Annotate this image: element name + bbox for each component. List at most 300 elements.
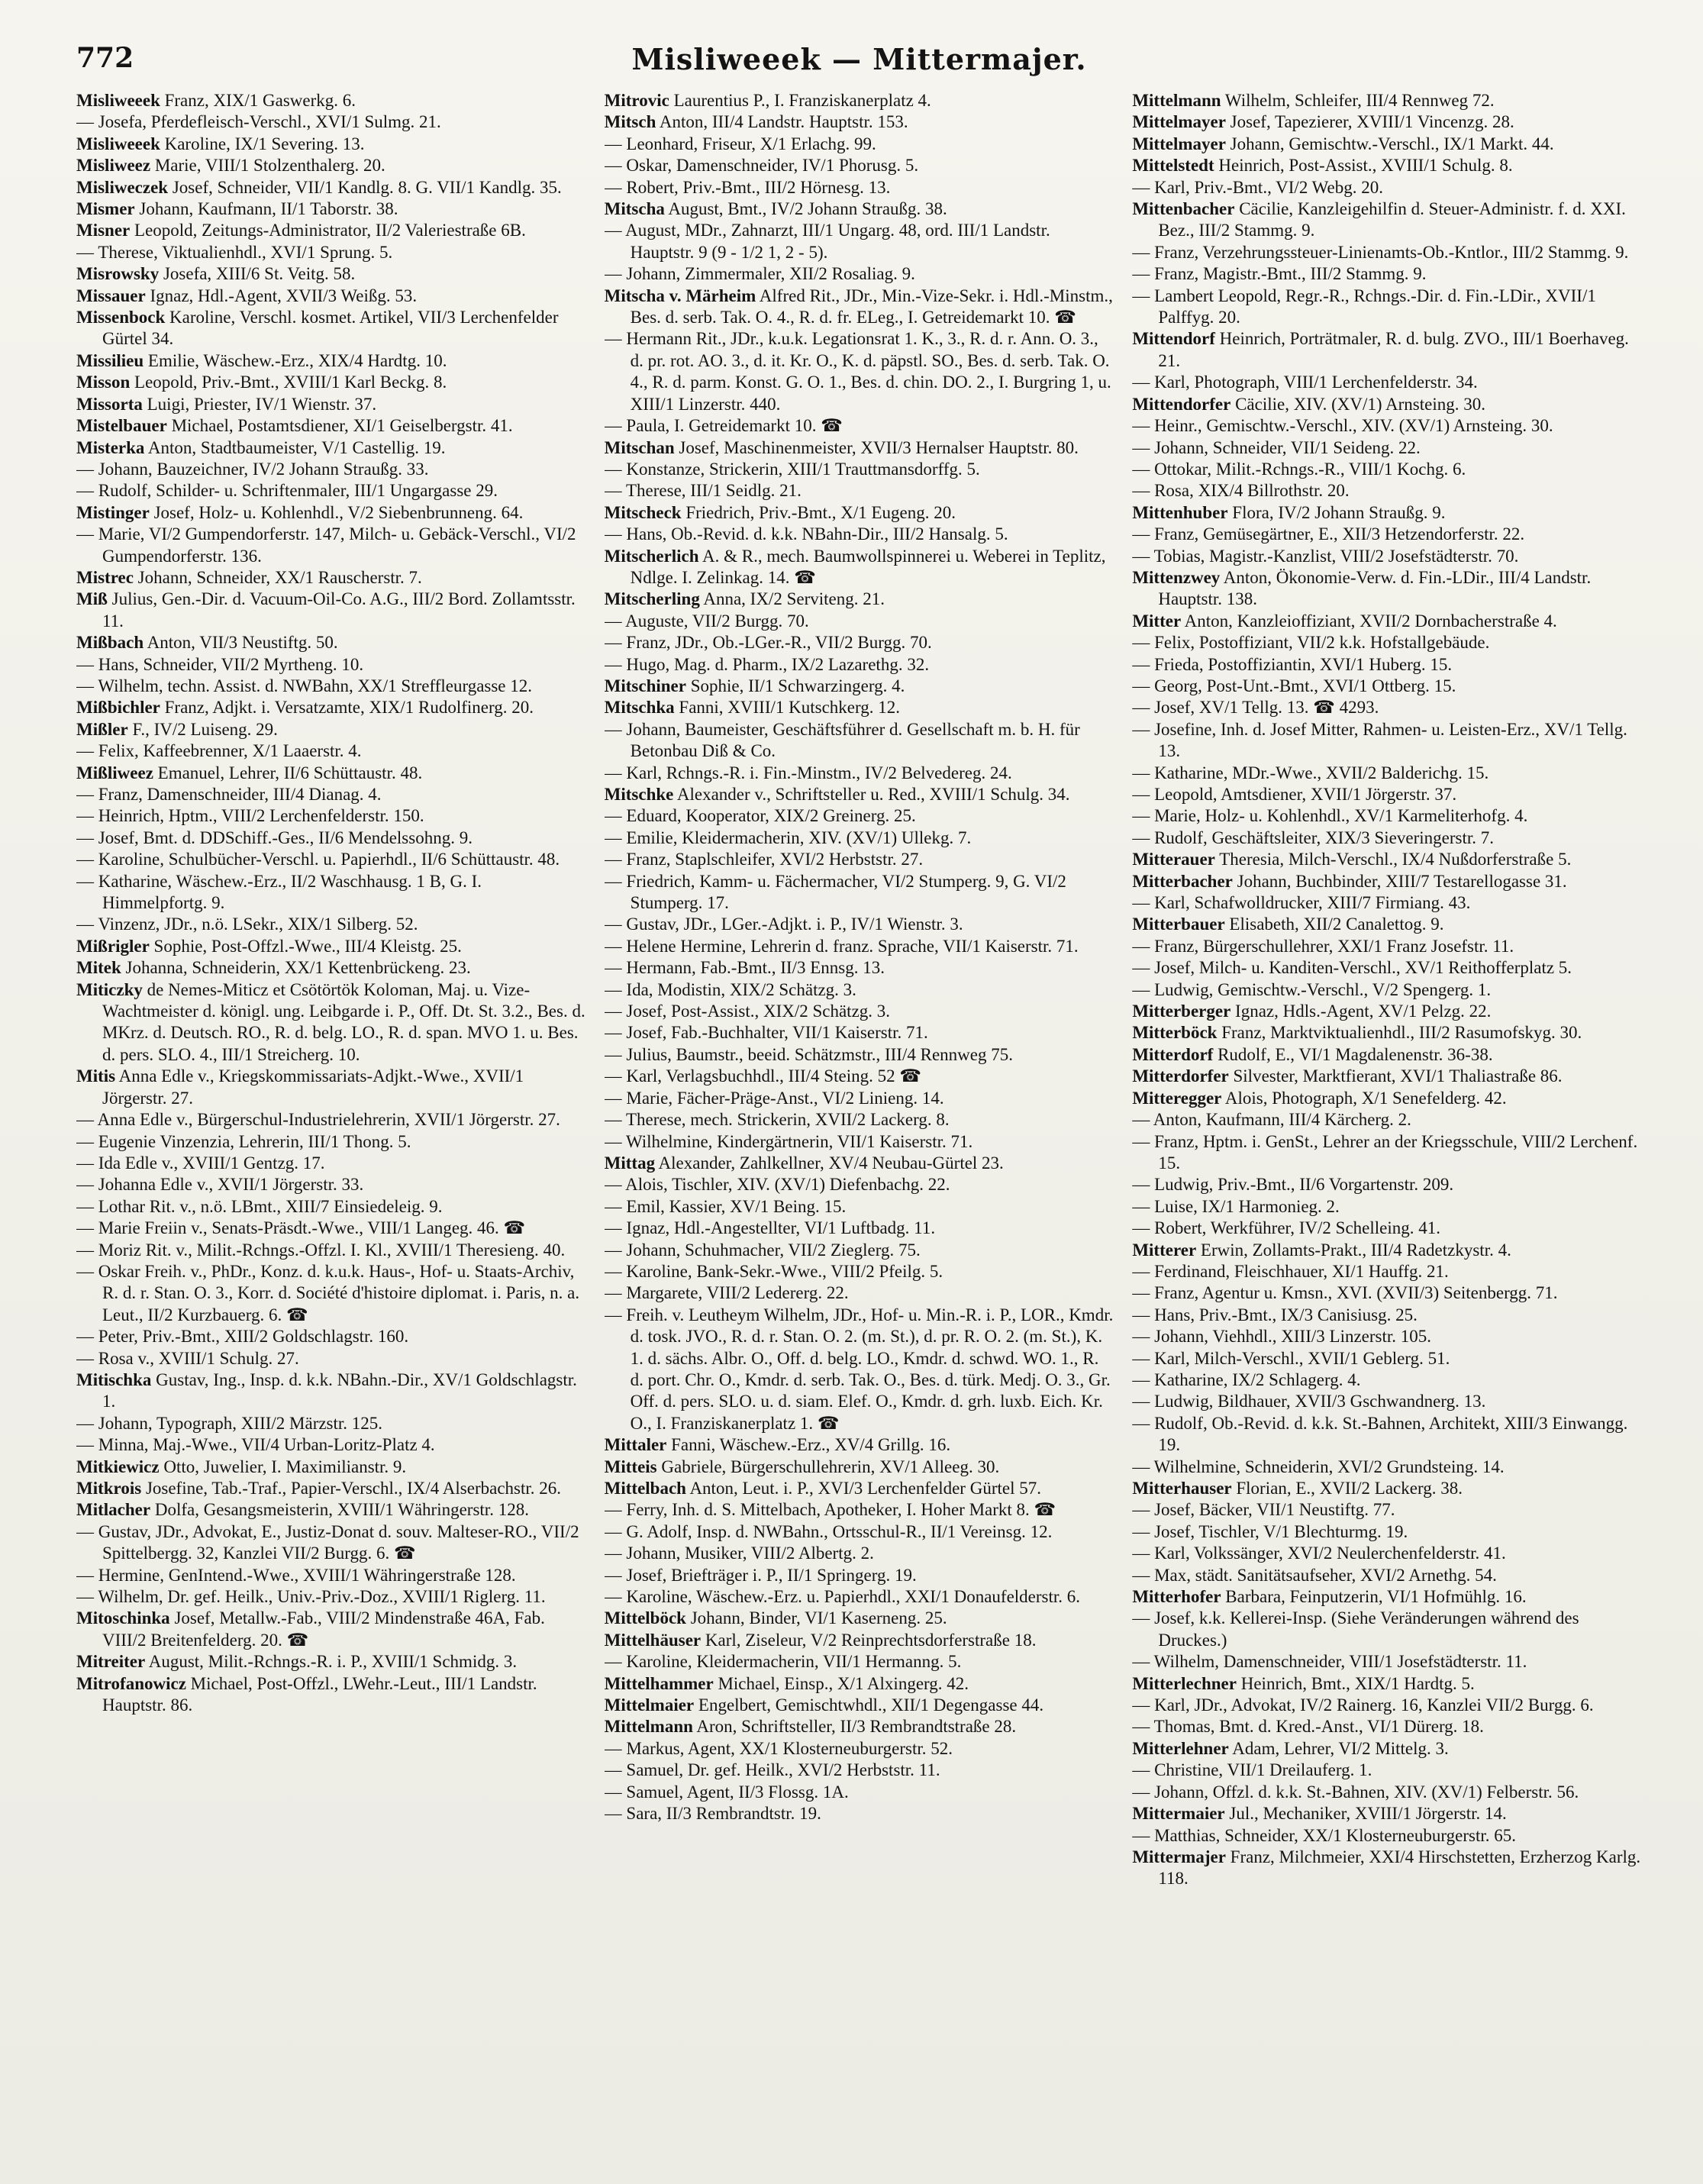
entry-text: — Luise, IX/1 Harmonieg. 2.: [1132, 1196, 1340, 1216]
entry-text: A. & R., mech. Baumwollspinnerei u. Weberei in Teplitz, Ndlge. I. Zelinkag. 14. ☎: [630, 546, 1106, 587]
directory-entry: [1132, 654, 1642, 676]
directory-entry: [605, 1608, 1114, 1629]
entry-surname: Mittenhuber: [1132, 502, 1228, 522]
directory-entry: [76, 177, 586, 198]
entry-surname: Mitterdorf: [1132, 1044, 1214, 1064]
entry-text: — Karl, Milch-Verschl., XVII/1 Geblerg. 51.: [1132, 1348, 1450, 1368]
directory-entry: [1132, 1391, 1642, 1412]
entry-surname: Mitter: [1132, 611, 1182, 631]
entry-text: Anton, Stadtbaumeister, V/1 Castellig. 19.: [144, 437, 446, 457]
entry-text: — Marie Freiin v., Senats-Präsdt.-Wwe., VIII/1 Langeg. 46. ☎: [76, 1218, 526, 1238]
directory-entry: [1132, 719, 1642, 763]
entry-text: — Franz, Hptm. i. GenSt., Lehrer an der Kriegsschule, VIII/2 Lerchenf. 15.: [1132, 1131, 1638, 1173]
directory-entry: [605, 936, 1114, 957]
entry-text: — Samuel, Agent, II/3 Flossg. 1A.: [604, 1782, 849, 1802]
entry-surname: Misner: [76, 221, 131, 240]
column-left: [76, 90, 586, 2169]
entry-text: Sophie, II/1 Schwarzingerg. 4.: [685, 676, 905, 695]
entry-text: — Josef, Milch- u. Kanditen-Verschl., XV/1 Reithofferplatz 5.: [1132, 958, 1572, 978]
directory-entry: [1132, 697, 1642, 718]
entry-text: — Ludwig, Bildhauer, XVII/3 Gschwandnerg. 13.: [1132, 1392, 1486, 1411]
entry-surname: Mittelböck: [604, 1608, 686, 1628]
directory-entry: [1132, 1825, 1642, 1847]
entry-text: — Anton, Kaufmann, III/4 Kärcherg. 2.: [1132, 1110, 1411, 1130]
directory-entry: [76, 1261, 586, 1326]
entry-text: — Ferdinand, Fleischhauer, XI/1 Hauffg. 21.: [1132, 1261, 1449, 1281]
entry-surname: Mittenbacher: [1132, 199, 1235, 219]
directory-entry: [605, 1716, 1114, 1737]
directory-entry: [605, 827, 1114, 849]
directory-entry: [605, 1022, 1114, 1044]
directory-entry: [605, 676, 1114, 697]
directory-entry: [76, 1326, 586, 1347]
directory-entry: [1132, 1543, 1642, 1564]
entry-text: — Freih. v. Leutheym Wilhelm, JDr., Hof- u. Min.-R. i. P., LOR., Kmdr. d. tosk. JVO., R. d. r. Stan. O. 2. (m. St.), d. pr. R. O. 2. (m. St.), K. 1. d. sächs. Albr. O., Off. d. belg. LO., Kmdr. d. schwd. WO. 1., R. d. port. Chr. O., Kmdr. d. serb. Tak. O., Bes. d. türk. Medj. O. 3., Gr. Off. d. pers. SLO. u. d. siam. Elef. O., Kmdr. d. grh. luxb. Eich. Kr. O., I. Franziskanerplatz 1. ☎: [604, 1305, 1114, 1433]
entry-text: Ignaz, Hdls.-Agent, XV/1 Pelzg. 22.: [1230, 1002, 1492, 1021]
directory-entry: [76, 1434, 586, 1456]
directory-entry: [76, 480, 586, 502]
directory-entry: [605, 524, 1114, 545]
directory-entry: [1132, 111, 1642, 133]
entry-text: Johann, Schneider, XX/1 Rauscherstr. 7.: [133, 567, 422, 587]
entry-text: — Tobias, Magistr.-Kanzlist, VIII/2 Josefstädterstr. 70.: [1132, 546, 1519, 566]
entry-text: Josef, Tapezierer, XVIII/1 Vincenzg. 28.: [1225, 112, 1514, 132]
directory-entry: [1132, 611, 1642, 632]
entry-text: Franz, Milchmeier, XXI/4 Hirschstetten, Erzherzog Karlg. 118.: [1158, 1847, 1641, 1889]
entry-text: — Heinr., Gemischtw.-Verschl., XIV. (XV/1) Arnsteing. 30.: [1132, 416, 1553, 436]
entry-surname: Misliweeek: [76, 91, 160, 110]
entry-text: — Minna, Maj.-Wwe., VII/4 Urban-Loritz-Platz 4.: [76, 1435, 435, 1455]
directory-entry: [1132, 1218, 1642, 1239]
column-right: [1132, 90, 1642, 2169]
entry-surname: Mitterberger: [1132, 1002, 1231, 1021]
directory-entry: [76, 849, 586, 870]
entry-text: Dolfa, Gesangsmeisterin, XVIII/1 Währingerstr. 128.: [150, 1500, 529, 1520]
entry-text: Franz, Marktviktualienhdl., III/2 Rasumofskyg. 30.: [1217, 1023, 1582, 1043]
entry-text: Johann, Kaufmann, II/1 Taborstr. 38.: [134, 199, 398, 219]
entry-text: — Franz, Magistr.-Bmt., III/2 Stammg. 9.: [1132, 264, 1427, 284]
entry-text: — Hans, Ob.-Revid. d. k.k. NBahn-Dir., III/2 Hansalg. 5.: [604, 524, 1008, 544]
entry-text: Franz, XIX/1 Gaswerkg. 6.: [160, 91, 356, 110]
entry-text: Luigi, Priester, IV/1 Wienstr. 37.: [142, 394, 377, 414]
entry-text: Johann, Gemischtw.-Verschl., IX/1 Markt. 44.: [1225, 134, 1554, 153]
entry-text: — Peter, Priv.-Bmt., XIII/2 Goldschlagstr. 160.: [76, 1327, 409, 1347]
directory-entry: [1132, 1478, 1642, 1499]
directory-entry: [1132, 676, 1642, 697]
directory-entry: [1132, 480, 1642, 502]
directory-entry: [1132, 1586, 1642, 1608]
entry-text: — Hans, Schneider, VII/2 Myrtheng. 10.: [76, 654, 364, 674]
directory-entry: [605, 1088, 1114, 1109]
directory-entry: [1132, 1738, 1642, 1760]
directory-entry: [605, 437, 1114, 459]
entry-text: — Wilhelm, Dr. gef. Heilk., Univ.-Priv.-Doz., XVIII/1 Riglerg. 11.: [76, 1587, 546, 1607]
entry-text: — Therese, mech. Strickerin, XVII/2 Lackerg. 8.: [604, 1110, 950, 1130]
directory-entry: [1132, 1088, 1642, 1109]
entry-surname: Mitrofanowicz: [76, 1673, 186, 1693]
directory-entry: [76, 1109, 586, 1131]
directory-entry: [1132, 1565, 1642, 1586]
entry-text: Franz, Adjkt. i. Versatzamte, XIX/1 Rudolfinerg. 20.: [160, 698, 534, 718]
entry-text: Engelbert, Gemischtwhdl., XII/1 Degengasse 44.: [694, 1695, 1044, 1715]
directory-entry: [605, 1305, 1114, 1434]
directory-entry: [605, 459, 1114, 480]
entry-text: — Josef, Bmt. d. DDSchiff.-Ges., II/6 Mendelssohng. 9.: [76, 827, 473, 847]
entry-surname: Mitterauer: [1132, 850, 1215, 869]
entry-surname: Mißbichler: [76, 698, 160, 718]
directory-entry: [605, 328, 1114, 415]
directory-entry: [1132, 632, 1642, 653]
entry-text: — Georg, Post-Unt.-Bmt., XVI/1 Ottberg. 15.: [1132, 676, 1456, 695]
directory-entry: [76, 1499, 586, 1521]
directory-entry: [1132, 1499, 1642, 1521]
entry-surname: Mitek: [76, 958, 121, 978]
directory-entry: [605, 1586, 1114, 1608]
directory-entry: [1132, 1282, 1642, 1304]
entry-text: Friedrich, Priv.-Bmt., X/1 Eugeng. 20.: [681, 502, 956, 522]
entry-text: Heinrich, Bmt., XIX/1 Hardtg. 5.: [1236, 1673, 1475, 1693]
entry-text: Anton, VII/3 Neustiftg. 50.: [144, 633, 338, 653]
directory-entry: [605, 90, 1114, 111]
entry-surname: Mistelbauer: [76, 416, 167, 436]
entry-text: Alois, Photograph, X/1 Senefelderg. 42.: [1221, 1088, 1507, 1108]
entry-surname: Mitterdorfer: [1132, 1066, 1229, 1086]
directory-entry: [76, 502, 586, 524]
directory-entry: [76, 1348, 586, 1369]
entry-text: Wilhelm, Schleifer, III/4 Rennweg 72.: [1221, 91, 1495, 110]
entry-text: Michael, Post-Offzl., LWehr.-Leut., III/1 Landstr. Hauptstr. 86.: [102, 1673, 537, 1715]
entry-surname: Mitscherlich: [604, 546, 699, 566]
entry-text: Marie, VIII/1 Stolzenthalerg. 20.: [150, 156, 385, 176]
entry-text: — Eugenie Vinzenzia, Lehrerin, III/1 Thong. 5.: [76, 1131, 411, 1151]
directory-entry: [76, 979, 586, 1066]
entry-surname: Mitterer: [1132, 1240, 1197, 1260]
entry-text: — Leopold, Amtsdiener, XVII/1 Jörgerstr. 37.: [1132, 785, 1457, 804]
directory-entry: [76, 1521, 586, 1565]
entry-text: — G. Adolf, Insp. d. NWBahn., Ortsschul-R., II/1 Vereinsg. 12.: [604, 1521, 1053, 1541]
entry-text: — Eduard, Kooperator, XIX/2 Greinerg. 25.: [604, 806, 916, 826]
entry-text: — Therese, Viktualienhdl., XVI/1 Sprung. 5.: [76, 242, 393, 262]
entry-text: Anna, IX/2 Serviteng. 21.: [699, 589, 885, 609]
directory-entry: [605, 1131, 1114, 1153]
directory-entry: [605, 1803, 1114, 1824]
entry-text: Anton, Ökonomie-Verw. d. Fin.-LDir., III/4 Landstr. Hauptstr. 138.: [1158, 567, 1592, 609]
entry-text: — Hermann, Fab.-Bmt., II/3 Ennsg. 13.: [604, 958, 885, 978]
directory-entry: [76, 589, 586, 632]
entry-surname: Mitterbauer: [1132, 915, 1225, 934]
entry-text: Johann, Buchbinder, XIII/7 Testarellogasse 31.: [1232, 871, 1567, 891]
directory-entry: [605, 1521, 1114, 1543]
directory-entry: [605, 177, 1114, 198]
entry-text: — Franz, Agentur u. Kmsn., XVI. (XVII/3) Seitenbergg. 71.: [1132, 1283, 1558, 1303]
entry-text: — Karl, Schafwolldrucker, XIII/7 Firmiang. 43.: [1132, 893, 1471, 913]
directory-entry: [1132, 437, 1642, 459]
directory-entry: [1132, 1196, 1642, 1218]
directory-entry: [76, 1240, 586, 1261]
entry-text: — Oskar, Damenschneider, IV/1 Phorusg. 5.: [604, 156, 919, 176]
entry-surname: Mitterlechner: [1132, 1673, 1237, 1693]
directory-entry: [1132, 1305, 1642, 1326]
entry-text: — Katharine, MDr.-Wwe., XVII/2 Balderichg. 15.: [1132, 763, 1489, 782]
entry-text: Florian, E., XVII/2 Lackerg. 38.: [1231, 1479, 1463, 1498]
entry-text: — Josefa, Pferdefleisch-Verschl., XVI/1 Sulmg. 21.: [76, 112, 441, 132]
directory-entry: [76, 350, 586, 372]
entry-text: — Max, städt. Sanitätsaufseher, XVI/2 Arnethg. 54.: [1132, 1565, 1497, 1585]
directory-entry: [76, 459, 586, 480]
directory-entry: [76, 1218, 586, 1239]
entry-text: Alexander, Zahlkellner, XV/4 Neubau-Gürtel 23.: [655, 1153, 1004, 1173]
entry-surname: Missauer: [76, 286, 146, 305]
directory-entry: [76, 1673, 586, 1717]
entry-text: — Helene Hermine, Lehrerin d. franz. Sprache, VII/1 Kaiserstr. 71.: [604, 936, 1079, 956]
entry-text: — Gustav, JDr., Advokat, E., Justiz-Donat d. souv. Malteser-RO., VII/2 Spittelbergg. 32, Kanzlei VII/2 Burgg. 6. ☎: [76, 1521, 579, 1563]
entry-surname: Mißliweez: [76, 763, 153, 782]
entry-text: — Marie, Fächer-Präge-Anst., VI/2 Linieng. 14.: [604, 1088, 944, 1108]
directory-entry: [1132, 827, 1642, 849]
entry-columns: [76, 90, 1642, 2169]
directory-entry: [1132, 415, 1642, 437]
entry-text: — Wilhelm, techn. Assist. d. NWBahn, XX/1 Streffleurgasse 12.: [76, 676, 533, 695]
directory-entry: [1132, 286, 1642, 329]
entry-surname: Mittendorfer: [1132, 394, 1231, 414]
directory-entry: [1132, 1022, 1642, 1044]
directory-entry: [76, 827, 586, 849]
entry-text: — Josef, Bäcker, VII/1 Neustiftg. 77.: [1132, 1500, 1395, 1520]
entry-surname: Mitscheck: [604, 502, 682, 522]
entry-text: — Heinrich, Hptm., VIII/2 Lerchenfelderstr. 150.: [76, 806, 424, 826]
directory-entry: [76, 1174, 586, 1195]
directory-entry: [76, 805, 586, 827]
directory-entry: [605, 1196, 1114, 1218]
directory-entry: [1132, 784, 1642, 805]
directory-entry: [1132, 849, 1642, 870]
entry-text: Gustav, Ing., Insp. d. k.k. NBahn.-Dir., XV/1 Goldschlagstr. 1.: [102, 1369, 577, 1411]
directory-entry: [1132, 1651, 1642, 1673]
entry-surname: Mittaler: [604, 1435, 667, 1455]
directory-entry: [605, 1174, 1114, 1195]
entry-text: — Emilie, Kleidermacherin, XIV. (XV/1) Ullekg. 7.: [604, 827, 972, 847]
entry-surname: Mittelmayer: [1132, 112, 1226, 132]
directory-entry: [76, 697, 586, 718]
entry-text: — Karl, Priv.-Bmt., VI/2 Webg. 20.: [1132, 177, 1383, 197]
directory-entry: [1132, 328, 1642, 372]
entry-text: — Karl, Volkssänger, XVI/2 Neulerchenfelderstr. 41.: [1132, 1544, 1506, 1563]
entry-text: — Rosa, XIX/4 Billrothstr. 20.: [1132, 481, 1350, 501]
entry-text: Sophie, Post-Offzl.-Wwe., III/4 Kleistg. 25.: [149, 936, 462, 956]
directory-entry: [76, 1066, 586, 1109]
directory-entry: [605, 1695, 1114, 1716]
entry-surname: Mittenzwey: [1132, 567, 1221, 587]
entry-text: de Nemes-Miticz et Csötörtök Koloman, Maj. u. Vize-Wachtmeister d. königl. ung. Leibgarde i. P., Off. Dt. St. 3.2., Bes. d. MKrz. d. Deutsch. RO., R. d. belg. LO., R. d. span. MVO 1. u. Bes. d. pers. SLO. 4., III/1 Streicherg. 10.: [102, 979, 585, 1064]
directory-entry: [605, 1001, 1114, 1022]
directory-entry: [76, 1586, 586, 1608]
entry-text: Josef, Maschinenmeister, XVII/3 Hernalser Hauptstr. 80.: [674, 437, 1079, 457]
directory-entry: [605, 502, 1114, 524]
entry-text: Erwin, Zollamts-Prakt., III/4 Radetzkystr. 4.: [1196, 1240, 1511, 1260]
entry-text: — Johann, Viehhdl., XIII/3 Linzerstr. 105.: [1132, 1327, 1432, 1347]
directory-entry: [605, 632, 1114, 653]
entry-text: — Ludwig, Gemischtw.-Verschl., V/2 Spengerg. 1.: [1132, 979, 1492, 999]
entry-text: Heinrich, Porträtmaler, R. d. bulg. ZVO., III/1 Boerhaveg. 21.: [1158, 329, 1629, 370]
directory-entry: [605, 1153, 1114, 1174]
directory-entry: [605, 198, 1114, 220]
directory-entry: [605, 415, 1114, 437]
entry-text: — Franz, Bürgerschullehrer, XXI/1 Franz Josefstr. 11.: [1132, 936, 1514, 956]
entry-text: — Karl, JDr., Advokat, IV/2 Rainerg. 16, Kanzlei VII/2 Burgg. 6.: [1132, 1695, 1594, 1715]
directory-entry: [605, 1630, 1114, 1651]
entry-surname: Miticzky: [76, 979, 143, 999]
entry-text: Michael, Postamtsdiener, XI/1 Geiselbergstr. 41.: [166, 416, 513, 436]
entry-surname: Mitsch: [604, 112, 656, 132]
directory-entry: [605, 1543, 1114, 1564]
directory-entry: [1132, 1521, 1642, 1543]
entry-surname: Mitterböck: [1132, 1023, 1218, 1043]
entry-text: — Josef, Fab.-Buchhalter, VII/1 Kaiserstr. 71.: [604, 1023, 928, 1043]
entry-text: — Alois, Tischler, XIV. (XV/1) Diefenbachg. 22.: [604, 1175, 950, 1195]
entry-surname: Mitlacher: [76, 1500, 151, 1520]
entry-text: Emanuel, Lehrer, II/6 Schüttaustr. 48.: [153, 763, 423, 782]
entry-surname: Mitreiter: [76, 1652, 146, 1672]
directory-entry: [76, 524, 586, 567]
directory-entry: [605, 589, 1114, 610]
directory-entry: [1132, 1673, 1642, 1695]
entry-text: — Samuel, Dr. gef. Heilk., XVI/2 Herbststr. 11.: [604, 1760, 940, 1780]
directory-entry: [605, 155, 1114, 176]
entry-text: Theresia, Milch-Verschl., IX/4 Nußdorferstraße 5.: [1214, 850, 1572, 869]
entry-surname: Mitkiewicz: [76, 1457, 160, 1476]
directory-entry: [605, 1457, 1114, 1478]
entry-text: Johann, Binder, VI/1 Kaserneng. 25.: [685, 1608, 947, 1628]
directory-entry: [1132, 242, 1642, 263]
entry-surname: Mistinger: [76, 502, 150, 522]
directory-entry: [1132, 1066, 1642, 1087]
entry-surname: Mittermaier: [1132, 1804, 1225, 1824]
directory-entry: [76, 1478, 586, 1499]
directory-entry: [1132, 1001, 1642, 1022]
directory-entry: [1132, 1326, 1642, 1347]
directory-entry: [605, 220, 1114, 263]
entry-text: — August, MDr., Zahnarzt, III/1 Ungarg. 48, ord. III/1 Landstr. Hauptstr. 9 (9 - 1/2 1, 2 - 5).: [604, 221, 1050, 262]
entry-text: — Josef, XV/1 Tellg. 13. ☎ 4293.: [1132, 698, 1379, 718]
directory-entry: [1132, 957, 1642, 979]
entry-text: — Hugo, Mag. d. Pharm., IX/2 Lazarethg. 32.: [604, 654, 930, 674]
directory-entry: [76, 286, 586, 307]
directory-entry: [1132, 1174, 1642, 1195]
entry-text: — Rudolf, Geschäftsleiter, XIX/3 Sieveringerstr. 7.: [1132, 827, 1494, 847]
entry-surname: Mitoschinka: [76, 1608, 170, 1628]
directory-entry: [605, 1109, 1114, 1131]
directory-entry: [1132, 1695, 1642, 1716]
entry-text: Josef, Metallw.-Fab., VIII/2 Mindenstraße 46A, Fab. VIII/2 Breitenfelderg. 20. ☎: [102, 1608, 545, 1650]
directory-entry: [1132, 177, 1642, 198]
entry-surname: Misliweez: [76, 156, 151, 176]
entry-text: Emilie, Wäschew.-Erz., XIX/4 Hardtg. 10.: [144, 350, 447, 370]
entry-text: — Rosa v., XVIII/1 Schulg. 27.: [76, 1348, 299, 1368]
entry-surname: Mitschan: [604, 437, 675, 457]
entry-text: Alfred Rit., JDr., Min.-Vize-Sekr. i. Hdl.-Minstm., Bes. d. serb. Tak. O. 4., R. d. fr. ELeg., I. Getreidemarkt 10. ☎: [630, 286, 1113, 327]
directory-entry: [76, 740, 586, 762]
directory-entry: [1132, 1457, 1642, 1478]
entry-surname: Mittelhäuser: [604, 1630, 702, 1650]
entry-text: — Johann, Offzl. d. k.k. St.-Bahnen, XIV. (XV/1) Felberstr. 56.: [1132, 1782, 1579, 1802]
entry-text: Anton, III/4 Landstr. Hauptstr. 153.: [656, 112, 908, 132]
directory-entry: [76, 198, 586, 220]
entry-surname: Mismer: [76, 199, 135, 219]
entry-surname: Mitterhauser: [1132, 1479, 1232, 1498]
entry-surname: Mitscherling: [604, 589, 700, 609]
entry-text: — Marie, VI/2 Gumpendorferstr. 147, Milch- u. Gebäck-Verschl., VI/2 Gumpendorferstr. 136.: [76, 524, 576, 566]
entry-surname: Mittelmayer: [1132, 134, 1226, 153]
entry-text: Anna Edle v., Kriegskommissariats-Adjkt.-Wwe., XVII/1 Jörgerstr. 27.: [102, 1066, 524, 1108]
entry-text: — Katharine, Wäschew.-Erz., II/2 Waschhausg. 1 B, G. I. Himmelpfortg. 9.: [76, 871, 482, 913]
directory-entry: [1132, 155, 1642, 176]
entry-text: — Marie, Holz- u. Kohlenhdl., XV/1 Karmeliterhofg. 4.: [1132, 806, 1528, 826]
directory-entry: [605, 805, 1114, 827]
entry-text: — Johann, Zimmermaler, XII/2 Rosaliag. 9.: [604, 264, 915, 284]
directory-entry: [76, 654, 586, 676]
directory-entry: [1132, 979, 1642, 1001]
directory-entry: [605, 286, 1114, 329]
directory-entry: [76, 90, 586, 111]
entry-text: Flora, IV/2 Johann Straußg. 9.: [1227, 502, 1446, 522]
directory-entry: [605, 979, 1114, 1001]
entry-surname: Mitteis: [604, 1457, 657, 1476]
directory-entry: [1132, 1413, 1642, 1457]
entry-text: — Wilhelm, Damenschneider, VIII/1 Josefstädterstr. 11.: [1132, 1652, 1527, 1672]
entry-text: Adam, Lehrer, VI/2 Mittelg. 3.: [1228, 1738, 1449, 1758]
entry-text: — Frieda, Postoffiziantin, XVI/1 Huberg. 15.: [1132, 654, 1453, 674]
entry-text: — Ottokar, Milit.-Rchngs.-R., VIII/1 Kochg. 6.: [1132, 459, 1466, 479]
entry-text: — Lothar Rit. v., n.ö. LBmt., XIII/7 Einsiedeleig. 9.: [76, 1196, 443, 1216]
directory-entry: [1132, 263, 1642, 285]
entry-text: — Gustav, JDr., LGer.-Adjkt. i. P., IV/1 Wienstr. 3.: [604, 915, 963, 934]
entry-text: — Franz, Staplschleifer, XVI/2 Herbststr. 27.: [604, 850, 924, 869]
entry-text: Cäcilie, Kanzleigehilfin d. Steuer-Administr. f. d. XXI. Bez., III/2 Stammg. 9.: [1158, 199, 1626, 240]
entry-text: Otto, Juwelier, I. Maximilianstr. 9.: [159, 1457, 407, 1476]
entry-text: — Robert, Priv.-Bmt., III/2 Hörnesg. 13.: [604, 177, 891, 197]
directory-entry: [605, 957, 1114, 979]
entry-surname: Mißrigler: [76, 936, 150, 956]
directory-entry: [1132, 198, 1642, 242]
directory-entry: [605, 719, 1114, 763]
entry-surname: Misson: [76, 373, 131, 392]
entry-text: — Johann, Bauzeichner, IV/2 Johann Straußg. 33.: [76, 459, 429, 479]
entry-text: — Oskar Freih. v., PhDr., Konz. d. k.u.k. Haus-, Hof- u. Staats-Archiv, R. d. r. Stan. O. 3., Korr. d. Société d'histoire diplomat. i. Paris, n. a. Leut., II/2 Kurzbauerg. 6. ☎: [76, 1261, 580, 1324]
directory-entry: [605, 1673, 1114, 1695]
entry-text: — Ferry, Inh. d. S. Mittelbach, Apotheker, I. Hoher Markt 8. ☎: [604, 1500, 1056, 1520]
entry-text: August, Bmt., IV/2 Johann Straußg. 38.: [664, 199, 947, 219]
entry-text: Alexander v., Schriftsteller u. Red., XVIII/1 Schulg. 34.: [673, 785, 1070, 804]
directory-entry: [1132, 1044, 1642, 1066]
directory-entry: [605, 1499, 1114, 1521]
directory-entry: [605, 546, 1114, 589]
directory-entry: [1132, 763, 1642, 784]
directory-entry: [76, 871, 586, 915]
entry-surname: Missenbock: [76, 308, 166, 327]
directory-entry: [1132, 1131, 1642, 1175]
directory-entry: [1132, 567, 1642, 611]
entry-surname: Mittendorf: [1132, 329, 1215, 349]
entry-surname: Miß: [76, 589, 108, 609]
entry-surname: Missilieu: [76, 350, 144, 370]
entry-text: — Katharine, IX/2 Schlagerg. 4.: [1132, 1369, 1361, 1389]
page-header: [76, 42, 1642, 76]
directory-entry: [605, 1760, 1114, 1781]
entry-surname: Mittermajer: [1132, 1847, 1226, 1866]
entry-text: — Johann, Typograph, XIII/2 Märzstr. 125.: [76, 1413, 383, 1433]
entry-text: — Johann, Schuhmacher, VII/2 Zieglerg. 75.: [604, 1240, 921, 1260]
entry-surname: Mittelbach: [604, 1479, 686, 1498]
